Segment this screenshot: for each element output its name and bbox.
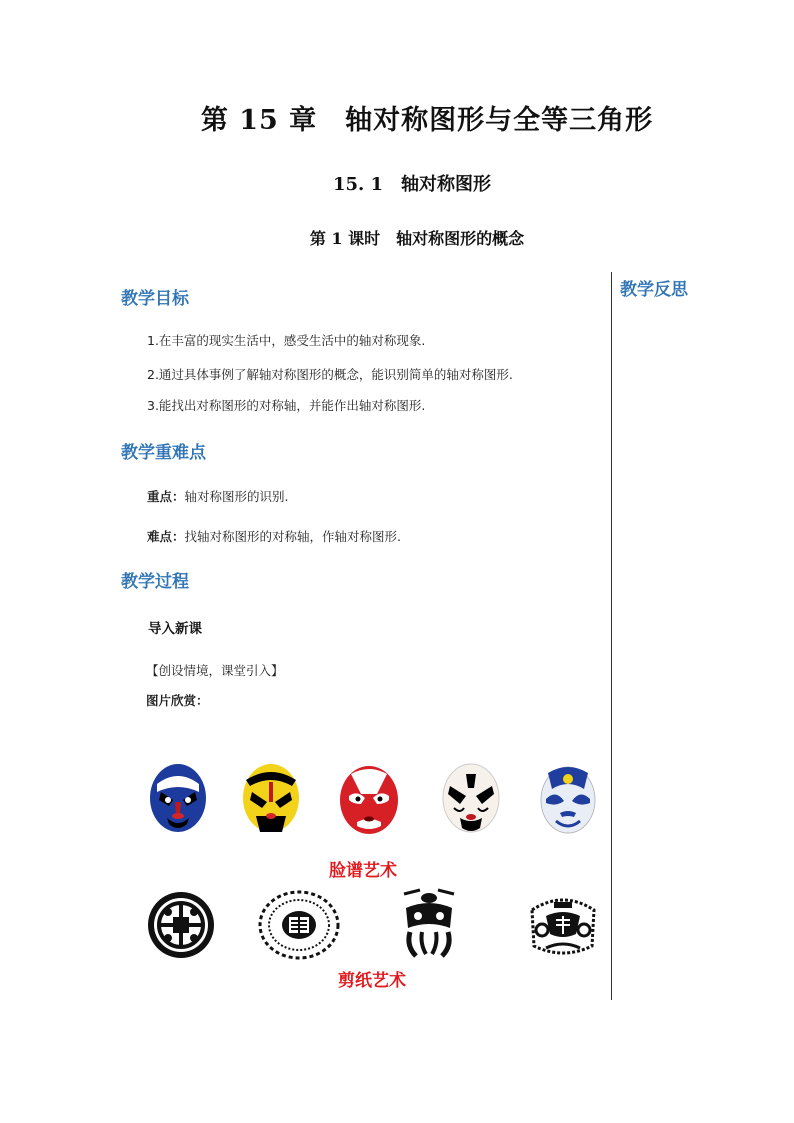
papercut-art-caption: 剪纸艺术 [338,971,406,991]
focus-label: 重点： [147,489,185,504]
papercut-round-image [146,890,216,960]
goal-item: 2.通过具体事例了解轴对称图形的概念，能识别简单的轴对称图形. [147,367,513,382]
difficulty-text: 找轴对称图形的对称轴，作轴对称图形. [184,529,401,544]
difficulty-line [147,527,401,545]
opera-mask-yellow-image [240,762,302,834]
opera-mask-blue-image [147,762,209,834]
papercut-medallion-image [258,890,340,960]
chapter-title: 第 15 章 轴对称图形与全等三角形 [200,105,654,136]
section-title: 15. 1 轴对称图形 [332,174,492,195]
opera-mask-red-image [337,764,401,836]
reflection-heading: 教学反思 [620,280,688,300]
scene-label: 【创设情境，课堂引入】 [146,663,284,678]
goal-item: 3.能找出对称图形的对称轴，并能作出轴对称图形. [147,398,426,413]
opera-mask-light-blue-image [538,765,598,835]
focus-line [147,487,289,505]
goal-item: 1.在丰富的现实生活中，感受生活中的轴对称现象. [147,333,426,348]
papercut-figure-image [396,888,462,960]
difficulty-label: 难点： [147,529,185,544]
opera-mask-white-image [440,762,502,834]
appreciation-label: 图片欣赏： [146,693,209,708]
key-points-heading: 教学重难点 [121,443,206,463]
papercut-ornament-image [526,890,600,960]
column-divider [611,272,612,1000]
mask-art-caption: 脸谱艺术 [329,861,397,881]
intro-label: 导入新课 [148,621,202,637]
focus-text: 轴对称图形的识别. [184,489,289,504]
lesson-title: 第 1 课时 轴对称图形的概念 [309,229,525,248]
process-heading: 教学过程 [121,572,189,592]
goals-heading: 教学目标 [121,289,189,309]
